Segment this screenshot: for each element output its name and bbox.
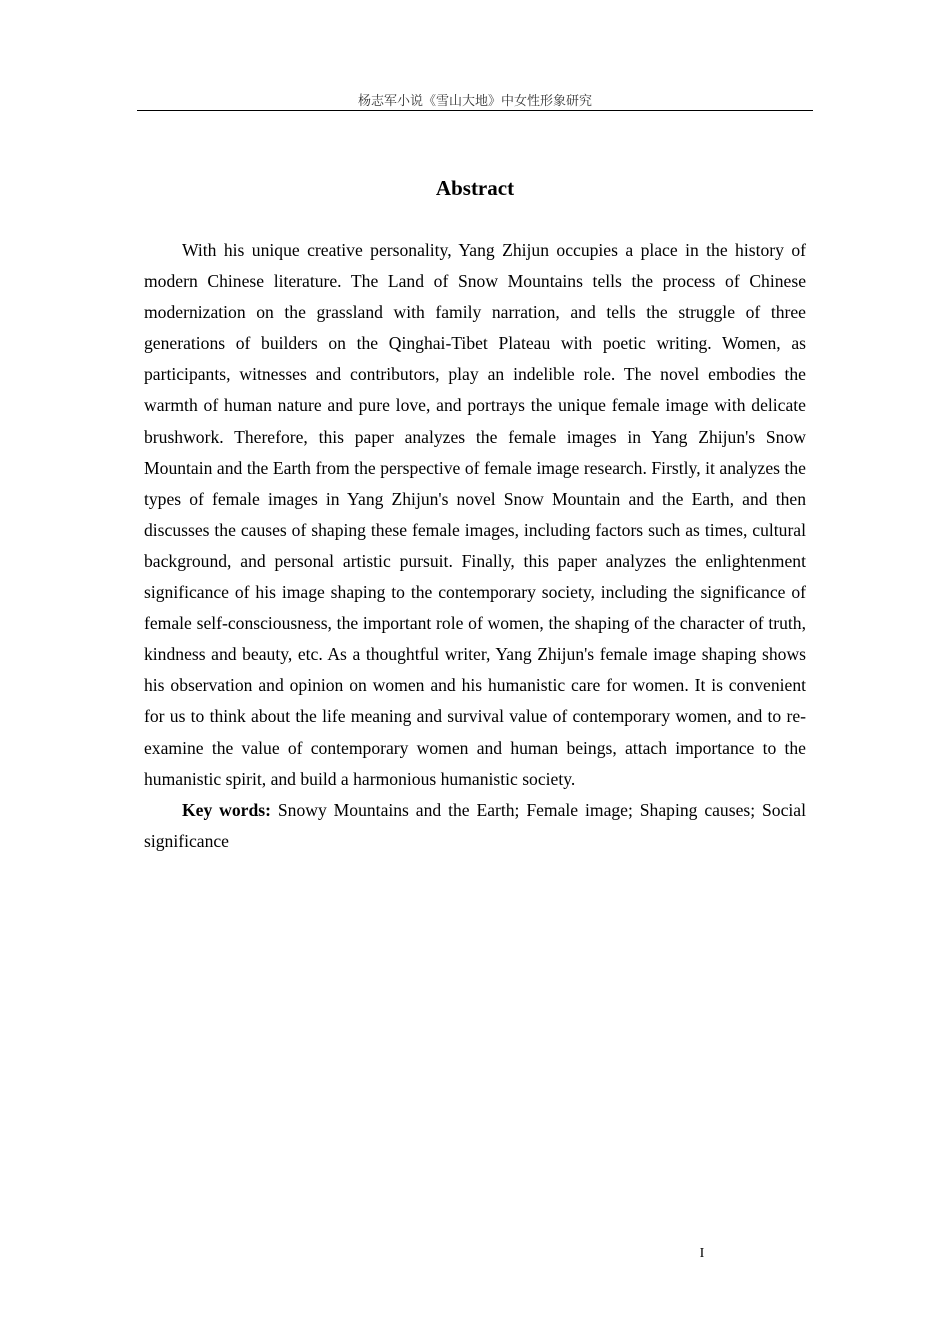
keywords-text: Snowy Mountains and the Earth; Female image; Shaping causes; Social significance [144, 799, 806, 851]
keywords-paragraph [144, 795, 806, 857]
page-number: I [699, 1246, 705, 1261]
abstract-title: Abstract [435, 176, 515, 200]
abstract-paragraph: With his unique creative personality, Yang Zhijun occupies a place in the history of modern Chinese literature. The Land of Snow Mountains tells the process of Chinese modernization on the grassland with family narration, and tells the struggle of three generations of builders on the Qinghai-Tibet Plateau with poetic writing. Women, as participants, witnesses and contributors, play an indelible role. The novel embodies the warmth of human nature and pure love, and portrays the unique female image with delicate brushwork. Therefore, this paper analyzes the female images in Yang Zhijun's Snow Mountain and the Earth from the perspective of female image research. Firstly, it analyzes the types of female images in Yang Zhijun's novel Snow Mountain and the Earth, and then discusses the causes of shaping these female images, including factors such as times, cultural background, and personal artistic pursuit. Finally, this paper analyzes the enlightenment significance of his image shaping to the contemporary society, including the significance of female self-consciousness, the important role of women, the shaping of the character of truth, kindness and beauty, etc. As a thoughtful writer, Yang Zhijun's female image shaping shows his observation and opinion on women and his humanistic care for women. It is convenient for us to think about the life meaning and survival value of contemporary women, and to re-examine the value of contemporary women and human beings, attach importance to the humanistic spirit, and build a harmonious humanistic society. [144, 240, 806, 789]
keywords-label: Key words: [182, 799, 271, 820]
running-header: 杨志军小说《雪山大地》中女性形象研究 [357, 94, 592, 109]
header-rule [137, 110, 813, 111]
abstract-body [144, 235, 806, 857]
